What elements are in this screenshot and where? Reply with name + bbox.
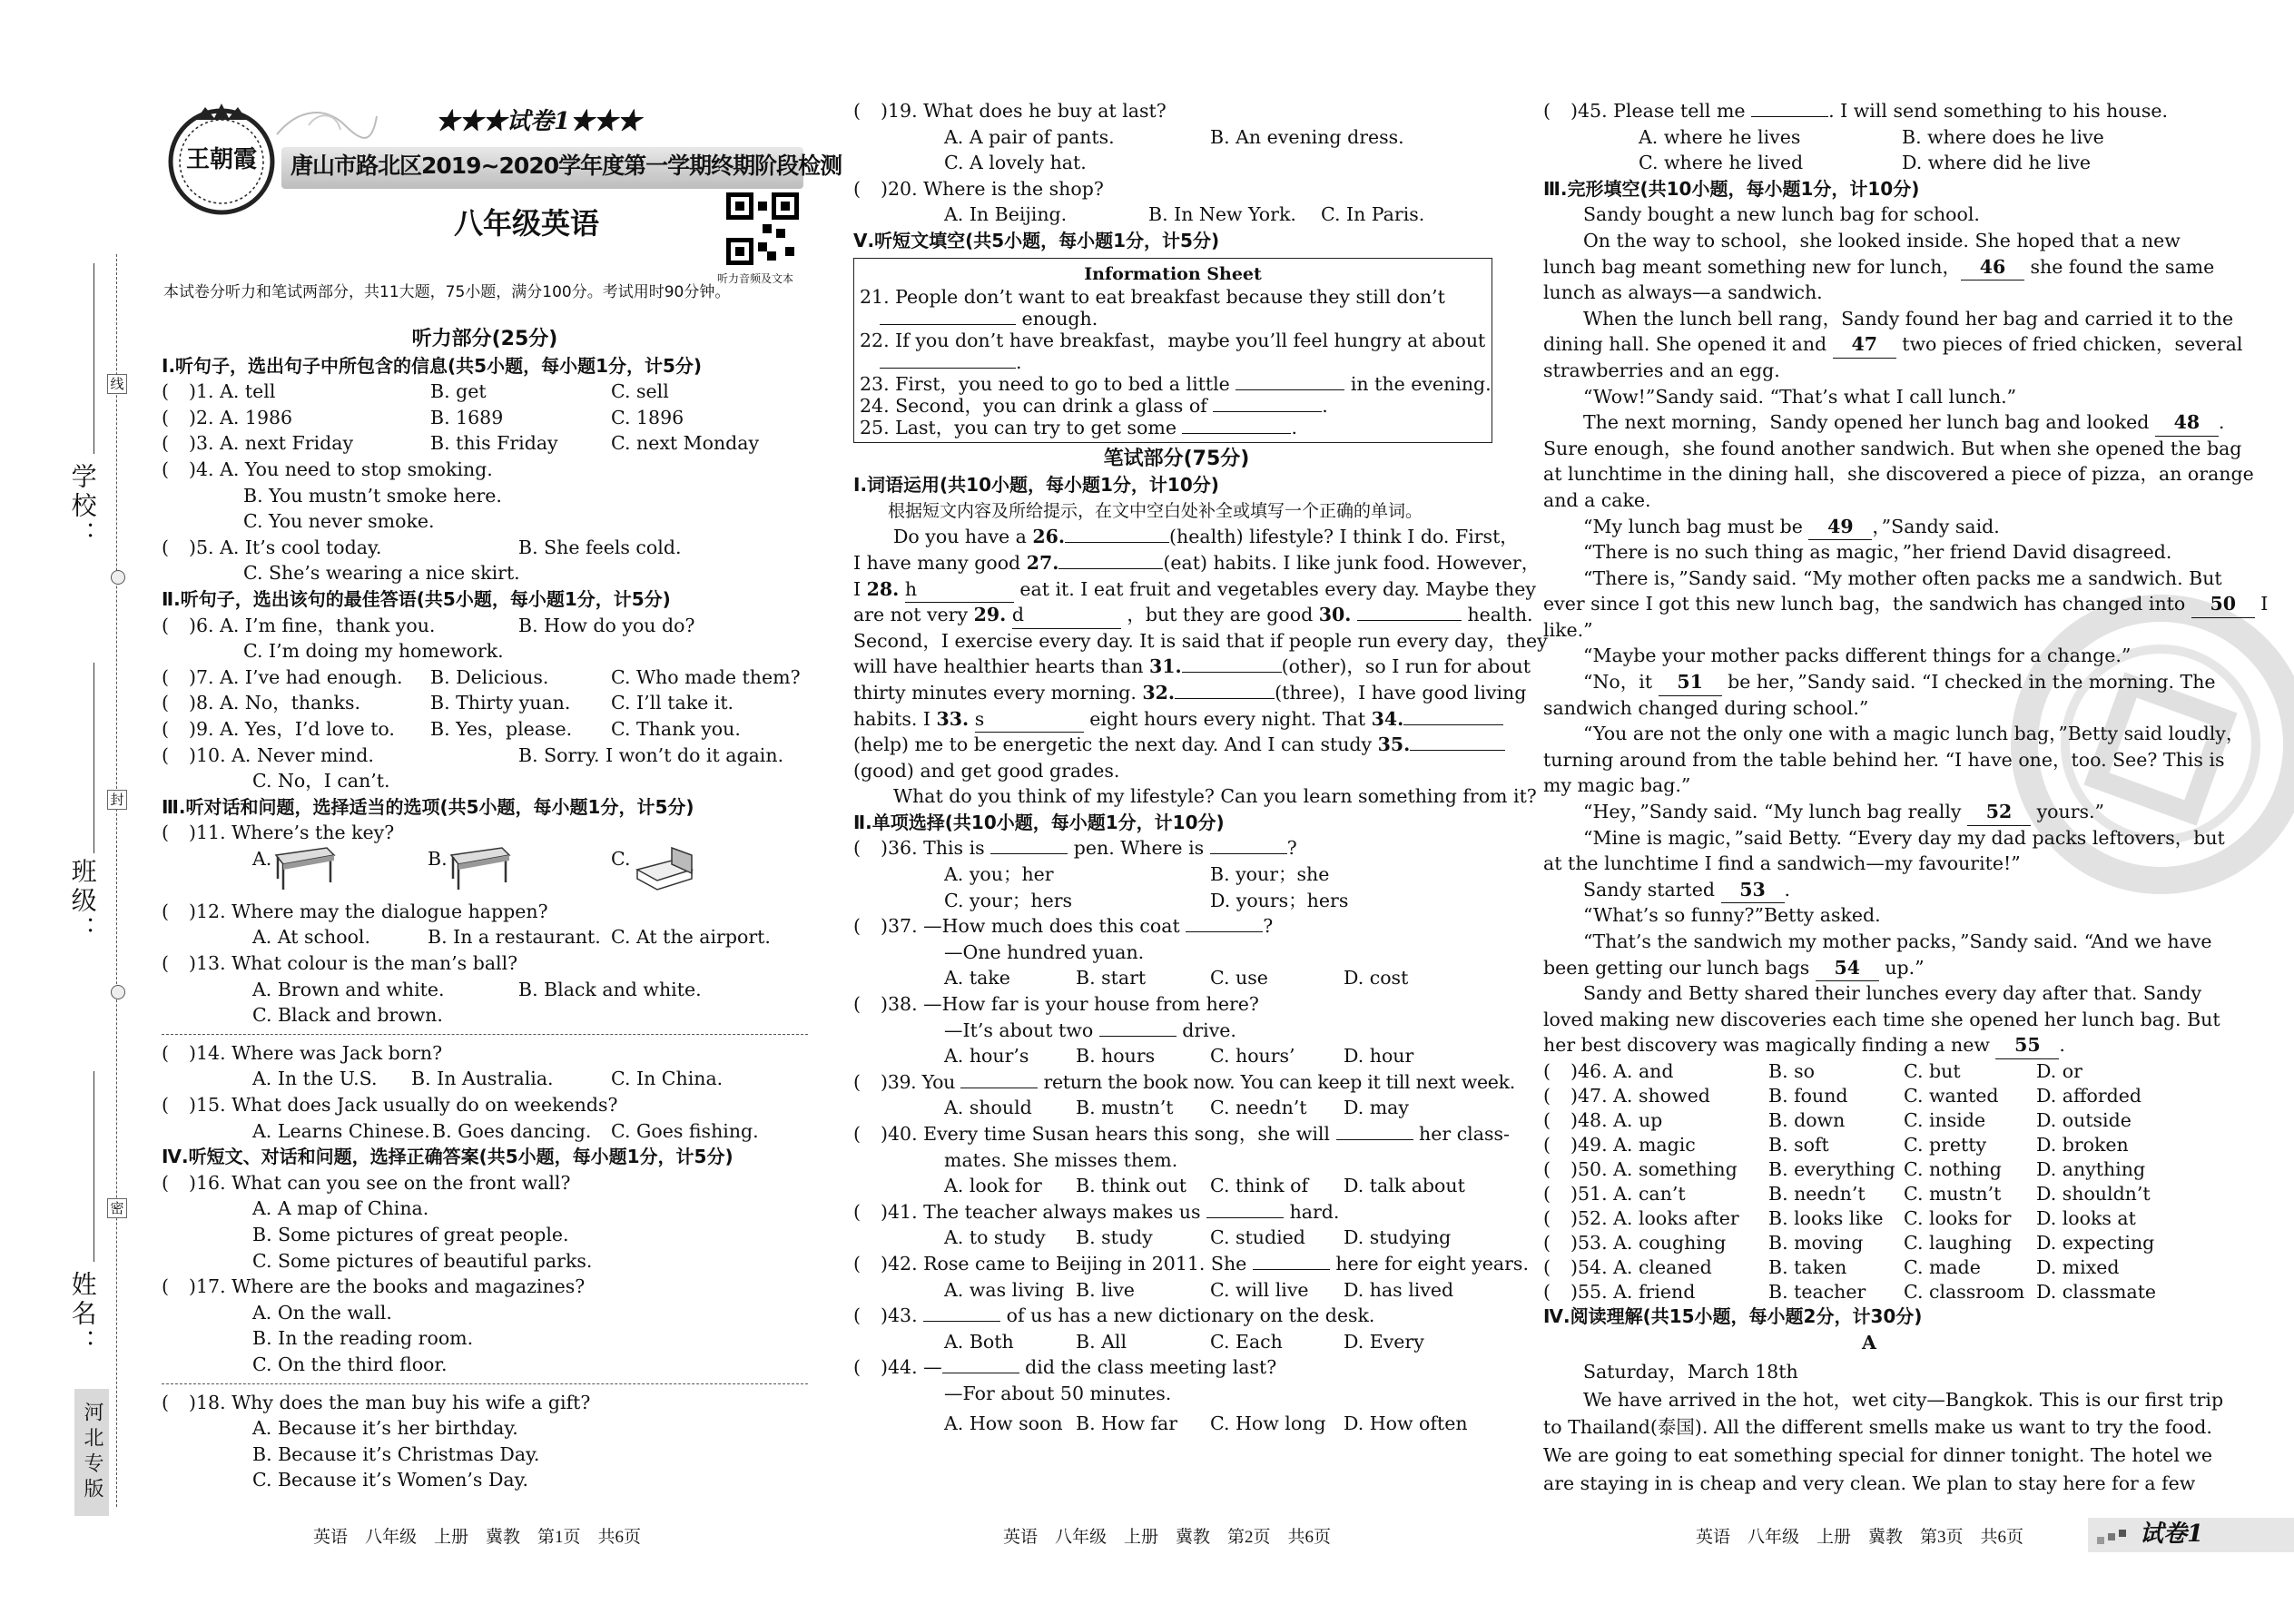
cloze-line: dining hall. She opened it and 47 two pieces of fried chicken，several [1543,331,2195,358]
cloze-line: like.” [1543,618,1593,641]
passage-line: What do you think of my lifestyle? Can you learn something from it? [893,785,1537,808]
reading-line: We have arrived in the hot，wet city—Bangkok. This is our first trip [1583,1388,2224,1411]
question-37[interactable]: ( )37. —How much does this coat ? [853,915,1274,938]
cloze-line: Sandy bought a new lunch bag for school. [1583,203,1980,226]
cloze-line: been getting our lunch bags 54 up.” [1543,955,2195,981]
question-6[interactable]: ( )6. A. I’m fine，thank you. B. How do you do? [162,614,695,636]
qr-caption: 听力音频及文本 [717,272,794,285]
passage-line: will have healthier hearts than 31. (other)，so I run for about [853,655,1531,678]
question-41-options: A. to study B. study C. studied D. studying [944,1226,1452,1249]
question-38-options: A. hour’s B. hours C. hours’ D. hour [944,1045,1414,1068]
question-43[interactable]: ( )43. of us has a new dictionary on the desk. [853,1304,1375,1327]
question-20[interactable]: ( )20. Where is the shop? [853,177,1104,200]
section-1-title: Ⅰ.听句子，选出句子中所包含的信息(共5小题，每小题1分，计5分) [162,354,703,377]
section-4-title: Ⅳ.听短文、对话和问题，选择正确答案(共5小题，每小题1分，计5分) [162,1146,733,1168]
cloze-line: “Mine is magic，”said Betty. “Every day my dad packs leftovers，but [1583,826,2225,849]
blank-27[interactable] [1058,568,1163,569]
question-43-options: A. Both B. All C. Each D. Every [944,1330,1424,1353]
question-40-options: A. look for B. think out C. think of D. talk about [944,1175,1465,1197]
blank-33[interactable]: s [975,706,1084,733]
question-14[interactable]: ( )14. Where was Jack born? [162,1041,443,1064]
question-42[interactable]: ( )42. Rose came to Beijing in 2011. She here for eight years. [853,1252,1529,1275]
binding-hole-icon [111,570,125,585]
blank-22-line[interactable]: . [860,351,1486,373]
written-section-2-title: Ⅱ.单项选择(共10小题，每小题1分，计10分) [853,811,1225,833]
blank-51[interactable]: 51 [1659,669,1722,696]
question-41[interactable]: ( )41. The teacher always makes us hard. [853,1200,1340,1223]
blank-28[interactable]: h [905,576,1014,604]
question-17-option: A. On the wall. [252,1301,392,1324]
blank-34[interactable] [1403,724,1503,725]
question-20-options: A. In Beijing. B. In New York. C. In Paris. [944,203,1425,226]
cloze-line: lunch as always—a sandwich. [1543,281,1823,304]
passage-line: (help) me to be energetic the next day. And I can study 35. [853,732,1500,758]
question-14-options: A. In the U.S. B. In Australia. C. In China. [252,1068,724,1090]
cloze-line: “Wow!”Sandy said. “That’s what I call lunch.” [1583,385,2017,408]
question-11-options: A. B. C. [162,846,808,899]
question-19[interactable]: ( )19. What does he buy at last? [853,100,1167,122]
page-footer-1: 英语 八年级 上册 冀教 第1页 共6页 [313,1528,642,1547]
cloze-line: “My lunch bag must be 49 ，”Sandy said. [1543,514,2195,540]
cloze-section-title: Ⅲ.完形填空(共10小题，每小题1分，计10分) [1543,177,1920,200]
passage-label: A [1862,1331,1876,1353]
information-sheet-title: Information Sheet [1084,263,1262,284]
cloze-line: The next morning，Sandy opened her lunch bag and looked 48 . [1543,409,2195,436]
question-44-line-2: —For about 50 minutes. [944,1382,1172,1404]
information-sheet [853,258,1492,443]
exam-intro: 本试卷分听力和笔试两部分，共11大题，75小题，满分100分。考试用时90分钟。 [163,283,731,301]
cloze-line: “No，it 51 be her，”Sandy said. “I checked in the morning. The [1543,669,2195,695]
question-4-option: B. You mustn’t smoke here. [243,484,502,507]
question-11[interactable]: ( )11. Where’s the key? [162,822,395,844]
question-13[interactable]: ( )13. What colour is the man’s ball? [162,952,518,975]
cloze-line: sandwich changed during school.” [1543,696,1869,719]
passage-line: Second，I exercise every day. It is said that if people run every day，they [853,629,1548,652]
question-18[interactable]: ( )18. Why does the man buy his wife a gift? [162,1391,591,1413]
reading-line: to Thailand(泰国). All the different smells make us want to try the food. [1543,1416,2212,1439]
cloze-line: and a cake. [1543,488,1651,511]
passage-line: I have many good 27. (eat) habits. I like junk food. However， [853,551,1541,574]
question-44-options: A. How soon B. How far C. How long D. How often [944,1412,1468,1434]
blank-21-line[interactable]: enough. [860,308,1486,330]
question-40-line-2: mates. She misses them. [944,1148,1178,1171]
cloze-line: turning around from the table behind her. “I have one，too. See? This is [1543,748,2225,771]
cloze-line: “Maybe your mother packs different things for a change.” [1583,645,2132,667]
cloze-line: “There is no such thing as magic，”her friend David disagreed. [1583,541,2172,564]
cloze-line: “Hey，”Sandy said. “My lunch bag really 52 yours.” [1543,799,2195,825]
column-1 [162,327,808,1493]
question-17-option: B. In the reading room. [252,1327,474,1350]
school-field-label: 学校： [67,463,98,550]
question-10-option: C. No，I can’t. [252,770,390,792]
cloze-line: at lunchtime in the dining hall，she discovered a piece of pizza，an orange [1543,463,2254,486]
question-45-options: C. where he lived D. where did he live [1639,152,2092,174]
blank-50[interactable]: 50 [2191,591,2255,618]
question-38-line-2: —It’s about two drive. [944,1019,1236,1041]
cloze-instructions: 根据短文内容及所给提示，在文中空白处补全或填写一个正确的单词。 [888,500,1423,521]
exam-badge: ★★★试卷1★★★ [436,108,642,135]
table-key-on-table-icon[interactable] [272,842,336,893]
cloze-line: her best discovery was magically finding a new 55 . [1543,1032,2195,1058]
cloze-line: “You are not the only one with a magic lunch bag，”Betty said loudly， [1583,723,2245,745]
cloze-line: Sandy started 53 . [1543,877,2195,903]
question-37-line-2: —One hundred yuan. [944,940,1145,963]
question-4[interactable]: ( )4. A. You need to stop smoking. [162,458,493,480]
question-16[interactable]: ( )16. What can you see on the front wall? [162,1171,571,1194]
cloze-option-50[interactable]: ( )50. A. something B. everything C. nothing D. anything [1543,1157,2146,1180]
blank-23[interactable]: 23. First，you need to go to bed a little in the evening. [860,372,1492,395]
cloze-option-53[interactable]: ( )53. A. coughing B. moving C. laughing D. expecting [1543,1231,2155,1254]
page-footer-3: 英语 八年级 上册 冀教 第3页 共6页 [1696,1528,2024,1547]
question-7[interactable]: ( )7. A. I’ve had enough. B. Delicious. C. Who made them? [162,665,801,688]
exam-title: 唐山市路北区2019~2020学年度第一学期终期阶段检测 [290,153,842,179]
question-38[interactable]: ( )38. —How far is your house from here? [853,993,1259,1016]
dashed-divider [162,1034,808,1035]
logo-text: 王朝霞 [185,146,257,173]
question-18-option: A. Because it’s her birthday. [252,1417,518,1440]
cloze-option-47[interactable]: ( )47. A. showed B. found C. wanted D. afforded [1543,1084,2142,1107]
cloze-line: “What’s so funny?”Betty asked. [1583,904,1881,927]
cloze-line: Sandy and Betty shared their lunches every day after that. Sandy [1583,982,2202,1005]
question-17-option: C. On the third floor. [252,1353,448,1375]
question-13-options: A. Brown and white. B. Black and white. [252,978,702,1000]
question-39[interactable]: ( )39. You return the book now. You can keep it till next week. [853,1070,1515,1093]
question-18-option: B. Because it’s Christmas Day. [252,1442,540,1465]
question-39-options: A. should B. mustn’t C. needn’t D. may [944,1097,1409,1119]
subject-title: 八年级英语 [454,206,600,241]
reading-line: We are going to eat something special for dinner tonight. The hotel we [1543,1443,2213,1466]
question-5[interactable]: ( )5. A. It’s cool today. B. She feels cold. [162,536,682,558]
cloze-line: strawberries and an egg. [1543,359,1780,381]
question-17[interactable]: ( )17. Where are the books and magazines? [162,1275,586,1298]
question-2[interactable]: ( )2. A. 1986 B. 1689 C. 1896 [162,406,684,428]
blank-49[interactable]: 49 [1808,514,1872,541]
question-16-option: B. Some pictures of great people. [252,1224,569,1245]
page-footer-2: 英语 八年级 上册 冀教 第2页 共6页 [1003,1528,1332,1547]
question-9[interactable]: ( )9. A. Yes，I’d love to. B. Yes，please. C. Thank you. [162,717,741,740]
reading-line: are staying in is cheap and very clean. We plan to stay here for a few [1543,1471,2196,1494]
question-45-options: A. where he lives B. where does he live [1639,125,2104,148]
blank-52[interactable]: 52 [1967,799,2031,826]
blank-32[interactable] [1175,698,1275,699]
blank-35[interactable] [1410,750,1505,751]
cloze-option-48[interactable]: ( )48. A. up B. down C. inside D. outside [1543,1108,2132,1131]
cloze-option-52[interactable]: ( )52. A. looks after B. looks like C. looks for D. looks at [1543,1206,2136,1229]
footer-decoration-icon [2097,1529,2133,1555]
section-2-title: Ⅱ.听句子，选出该句的最佳答语(共5小题，每小题1分，计5分) [162,587,671,610]
blank-31[interactable] [1182,672,1282,673]
cut-word-secret: 密 [107,1198,127,1218]
blank-30[interactable] [1357,620,1462,621]
binding-line [116,254,117,1507]
blank-25[interactable]: 25. Last，you can try to get some . [860,416,1298,438]
cloze-option-46[interactable]: ( )46. A. and B. so C. but D. or [1543,1059,2082,1082]
question-19-option-c: C. A lovely hat. [944,152,1087,174]
ribbon-decoration [272,98,381,153]
table-key-under-table-icon[interactable] [448,842,511,893]
question-6-option: C. I’m doing my homework. [243,640,504,663]
edition-tag: 河北专版 [74,1389,109,1516]
cloze-line: ever since I got this new lunch bag，the sandwich has changed into 50 I [1543,591,2195,617]
section-3-title: Ⅲ.听对话和问题，选择适当的选项(共5小题，每小题1分，计5分) [162,795,694,818]
question-15-options: A. Learns Chinese. B. Goes dancing. C. Goes fishing. [252,1119,759,1142]
passage-line: thirty minutes every morning. 32. (three)，I have good living [853,681,1527,704]
reading-line: Saturday，March 18th [1583,1361,1798,1383]
blank-47[interactable]: 47 [1833,331,1896,359]
question-44[interactable]: ( )44. — did the class meeting last? [853,1356,1277,1379]
question-16-option: A. A map of China. [252,1197,429,1220]
column-2 [853,98,1548,1436]
question-12-options: A. At school. B. In a restaurant. C. At the airport. [252,926,771,949]
written-section-1-title: Ⅰ.词语运用(共10小题，每小题1分，计10分) [853,474,1219,497]
listening-section-title: 听力部分(25分) [411,328,558,350]
cloze-line: When the lunch bell rang，Sandy found her bag and carried it to the [1583,307,2234,330]
written-section-title: 笔试部分(75分) [1103,447,1250,470]
question-19-options: A. A pair of pants. B. An evening dress. [944,125,1404,148]
cloze-line: On the way to school，she looked inside. She hoped that a new [1583,229,2181,251]
passage-line: I 28. h eat it. I eat fruit and vegetables every day. Maybe they [853,576,1500,603]
reading-section-title: Ⅳ.阅读理解(共15小题，每小题2分，计30分) [1543,1304,1923,1327]
blank-53[interactable]: 53 [1721,877,1785,904]
cloze-line: loved making new discoveries each time she opened her lunch bag. But [1543,1008,2220,1030]
cloze-option-54[interactable]: ( )54. A. cleaned B. taken C. made D. mixed [1543,1255,2120,1278]
blank-48[interactable]: 48 [2155,409,2219,437]
question-42-options: A. was living B. live C. will live D. has lived [944,1278,1454,1301]
cloze-line: at the lunchtime I find a sandwich—my favourite!” [1543,852,2021,875]
passage-line: are not very 29. d ，but they are good 30. health. [853,602,1500,628]
class-field-label: 班级： [67,858,98,945]
cloze-option-55[interactable]: ( )55. A. friend B. teacher C. classroom D. classmate [1543,1280,2157,1303]
question-13-option-c: C. Black and brown. [252,1004,443,1027]
question-12[interactable]: ( )12. Where may the dialogue happen? [162,900,548,922]
bed-icon[interactable] [632,842,697,893]
section-5-title: Ⅴ.听短文填空(共5小题，每小题1分，计5分) [853,229,1220,251]
question-18-option: C. Because it’s Women’s Day. [252,1469,528,1491]
question-16-option: C. Some pictures of beautiful parks. [252,1249,593,1272]
question-40[interactable]: ( )40. Every time Susan hears this song，she will her class- [853,1123,1510,1145]
question-3[interactable]: ( )3. A. next Friday B. this Friday C. next Monday [162,432,760,455]
binding-hole-icon [111,985,125,999]
cut-word-line: 线 [107,374,127,394]
question-10[interactable]: ( )10. A. Never mind. B. Sorry. I won’t do it again. [162,743,784,766]
cloze-line: lunch bag meant something new for lunch， 46 she found the same [1543,254,2195,281]
cut-word-seal: 封 [107,790,127,810]
blank-55[interactable]: 55 [1995,1032,2059,1059]
question-36-options: C. your；hers D. yours；hers [944,889,1349,911]
blank-24[interactable]: 24. Second，you can drink a glass of . [860,394,1328,417]
question-37-options: A. take B. start C. use D. cost [944,967,1409,989]
dashed-divider [162,1383,808,1384]
logo [163,102,280,218]
question-5-option: C. She’s wearing a nice skirt. [243,562,520,585]
question-4-option: C. You never smoke. [243,510,435,533]
cloze-option-49[interactable]: ( )49. A. magic B. soft C. pretty D. broken [1543,1133,2129,1156]
cloze-line: my magic bag.” [1543,774,1691,797]
question-15[interactable]: ( )15. What does Jack usually do on weekends? [162,1094,618,1117]
blank-21[interactable]: 21. People don’t want to eat breakfast because they still don’t [860,285,1445,308]
footer-badge: 试卷1 [2140,1521,2204,1548]
name-field-label: 姓名： [67,1271,98,1358]
blank-26[interactable] [1065,542,1169,543]
passage-line: Do you have a 26. (health) lifestyle? I think I do. First， [893,526,1519,548]
passage-line: (good) and get good grades. [853,759,1120,782]
cloze-line: “There is，”Sandy said. “My mother often packs me a sandwich. But [1583,566,2222,589]
question-45[interactable]: ( )45. Please tell me . I will send something to his house. [1543,100,2169,122]
cloze-line: “That’s the sandwich my mother packs，”Sandy said. “And we have [1583,930,2212,952]
blank-54[interactable]: 54 [1816,955,1879,982]
question-8[interactable]: ( )8. A. No，thanks. B. Thirty yuan. C. I’ll take it. [162,692,734,714]
blank-46[interactable]: 46 [1961,254,2024,281]
column-3 [1543,98,2269,1496]
blank-22[interactable]: 22. If you don’t have breakfast，maybe you’ll feel hungry at about [860,329,1486,351]
qr-code-icon [726,192,799,265]
cloze-line: Sure enough，she found another sandwich. But when she opened the bag [1543,437,2242,459]
question-1[interactable]: ( )1. A. tell B. get C. sell [162,380,669,403]
question-36-options: A. you；her B. your；she [944,863,1330,886]
question-36[interactable]: ( )36. This is pen. Where is ? [853,837,1297,860]
cloze-option-51[interactable]: ( )51. A. can’t B. needn’t C. mustn’t D. shouldn’t [1543,1182,2151,1205]
passage-line: habits. I 33. s eight hours every night. That 34. [853,706,1500,733]
blank-29[interactable]: d [1012,602,1121,629]
